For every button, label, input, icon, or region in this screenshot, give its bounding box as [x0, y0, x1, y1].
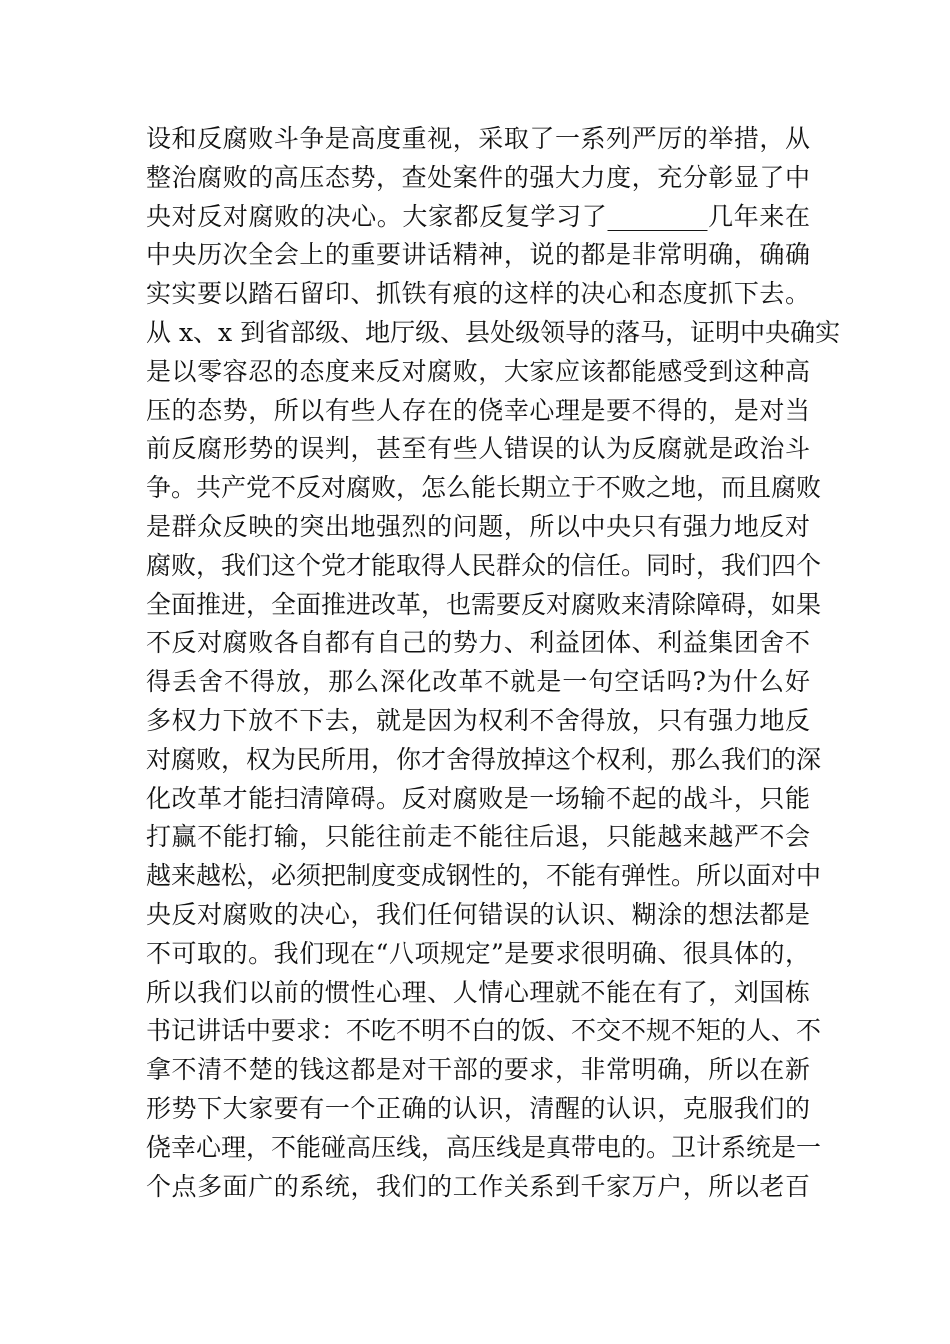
text-line: 化改革才能扫清障碍。反对腐败是一场输不起的战斗，只能 — [146, 783, 810, 813]
body-text — [146, 120, 841, 1206]
text-line: 形势下大家要有一个正确的认识，清醒的认识，克服我们的 — [146, 1093, 810, 1123]
text-line: 央反对腐败的决心，我们任何错误的认识、糊涂的想法都是 — [146, 899, 810, 929]
text-line: 所以我们以前的惯性心理、人情心理就不能在有了，刘国栋 — [146, 977, 810, 1007]
text-line: 多权力下放不下去，就是因为权利不舍得放，只有强力地反 — [146, 705, 810, 735]
text-line: 是群众反映的突出地强烈的问题，所以中央只有强力地反对 — [146, 511, 810, 541]
text-line: 越来越松，必须把制度变成钢性的，不能有弹性。所以面对中 — [146, 861, 822, 891]
text-line: 不反对腐败各自都有自己的势力、利益团体、利益集团舍不 — [146, 628, 810, 658]
text-line: 压的态势，所以有些人存在的侥幸心理是要不得的，是对当 — [146, 395, 810, 425]
text-line: 得丢舍不得放，那么深化改革不就是一句空话吗?为什么好 — [146, 667, 810, 697]
text-line: 是以零容忍的态度来反对腐败，大家应该都能感受到这种高 — [146, 356, 810, 386]
text-line: 打赢不能打输，只能往前走不能往后退，只能越来越严不会 — [146, 822, 810, 852]
text-line: 实实要以踏石留印、抓铁有痕的这样的决心和态度抓下去。 — [146, 279, 810, 309]
text-line: 书记讲话中要求：不吃不明不白的饭、不交不规不矩的人、不 — [146, 1016, 822, 1046]
text-line: 不可取的。我们现在“八项规定”是要求很明确、很具体的， — [146, 938, 810, 968]
text-line: 整治腐败的高压态势，查处案件的强大力度，充分彰显了中 — [146, 162, 810, 192]
text-line: 从 x、x 到省部级、地厅级、县处级领导的落马，证明中央确实 — [146, 317, 841, 347]
text-line: 对腐败，权为民所用，你才舍得放掉这个权利，那么我们的深 — [146, 744, 822, 774]
text-line: 侥幸心理，不能碰高压线，高压线是真带电的。卫计系统是一 — [146, 1132, 822, 1162]
text-line: 腐败，我们这个党才能取得人民群众的信任。同时，我们四个 — [146, 550, 822, 580]
text-line: 前反腐形势的误判，甚至有些人错误的认为反腐就是政治斗 — [146, 434, 810, 464]
text-line: 央对反对腐败的决心。大家都反复学习了________几年来在 — [146, 201, 810, 231]
text-line: 个点多面广的系统，我们的工作关系到千家万户，所以老百 — [146, 1171, 810, 1201]
text-line: 中央历次全会上的重要讲话精神，说的都是非常明确，确确 — [146, 240, 810, 270]
text-line: 全面推进，全面推进改革，也需要反对腐败来清除障碍，如果 — [146, 589, 822, 619]
text-line: 拿不清不楚的钱这都是对干部的要求，非常明确，所以在新 — [146, 1055, 810, 1085]
text-line: 争。共产党不反对腐败，怎么能长期立于不败之地，而且腐败 — [146, 473, 822, 503]
text-line: 设和反腐败斗争是高度重视，采取了一系列严厉的举措，从 — [146, 124, 810, 153]
